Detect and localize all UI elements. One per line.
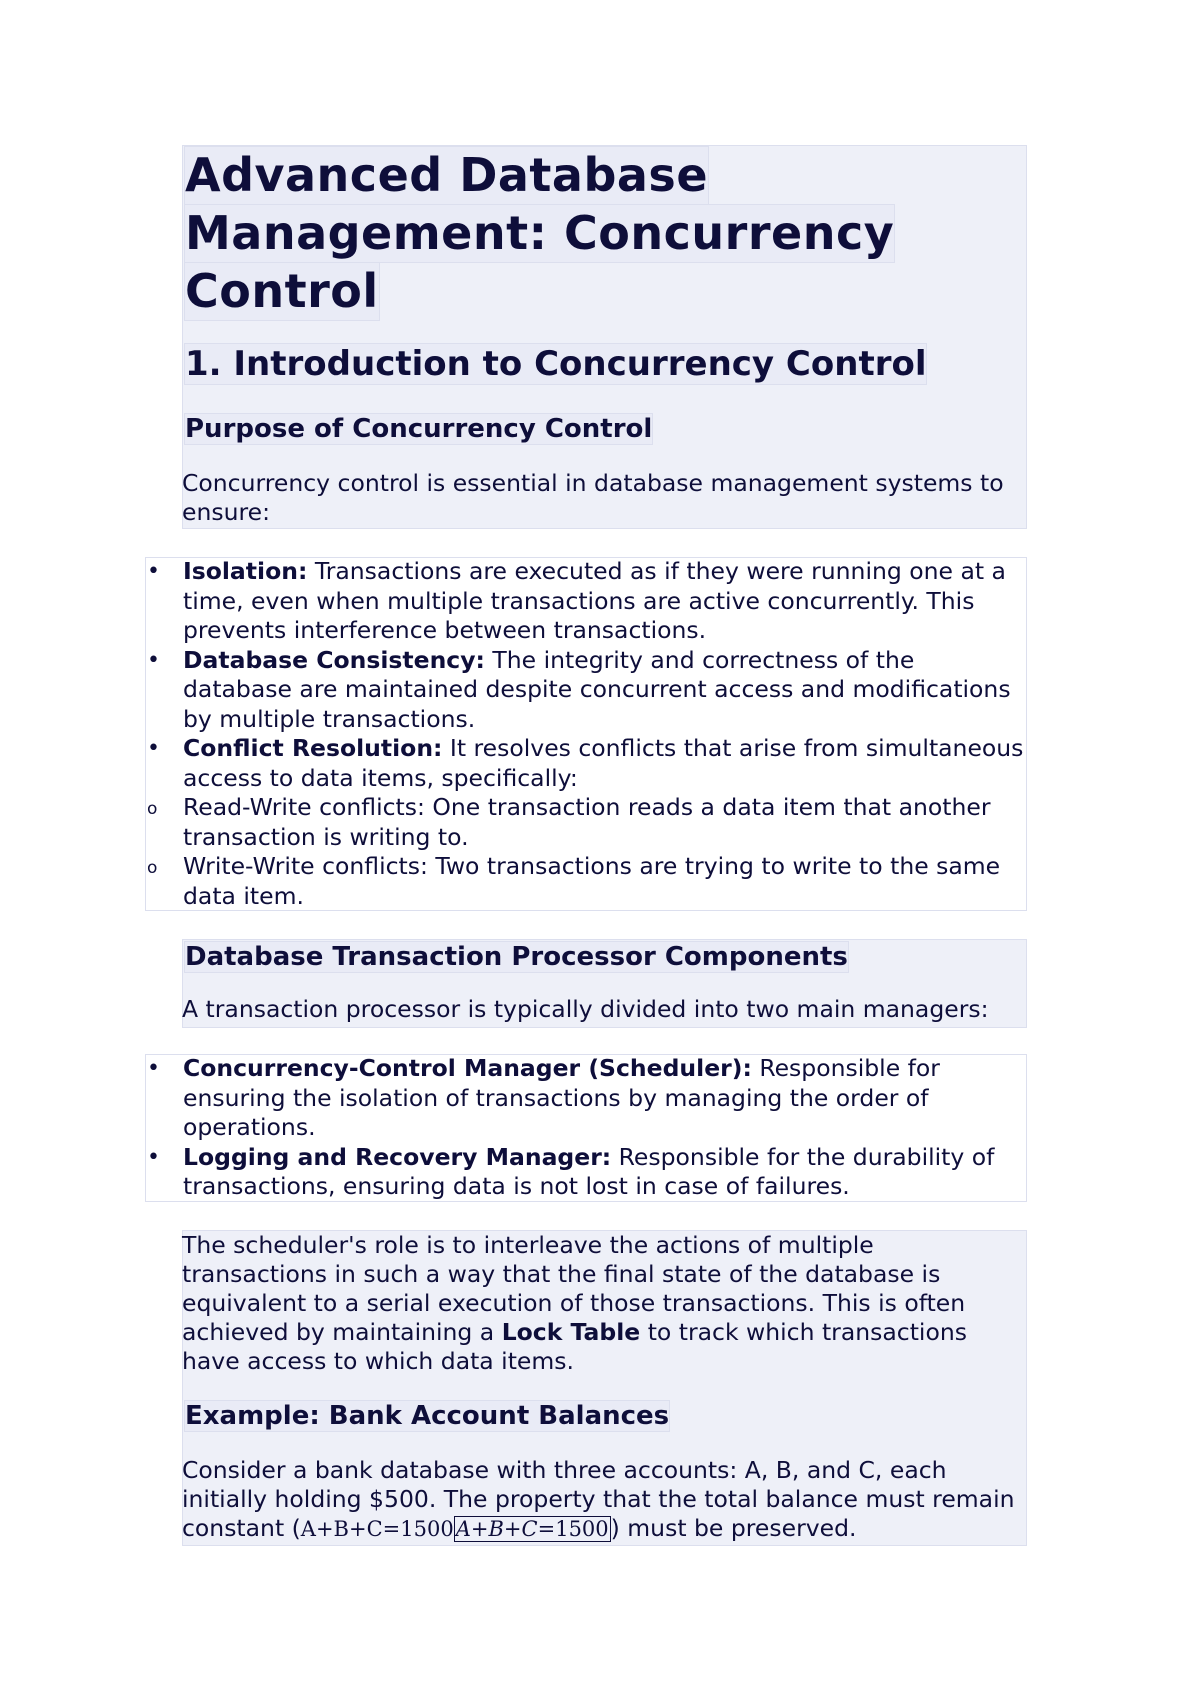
list-item: • Logging and Recovery Manager: Responsible for the durability of transactions, ensuring data is not lost in case of failures. (147, 1142, 995, 1200)
purpose-heading: Purpose of Concurrency Control (185, 414, 653, 444)
list-item: • Database Consistency: The integrity and correctness of the database are maintained despite concurrent access and modifications by multiple transactions. (147, 645, 1011, 733)
list-item: • Isolation: Transactions are executed as if they were running one at a time, even when multiple transactions are active concurrently. This prevents interference between transactions. (147, 557, 1006, 644)
document-title (184, 146, 895, 320)
example-paragraph: Consider a bank database with three accounts: A, B, and C, each initially holding $500. The property that the total balance must remain constant (A+B+C=1500A+B+C=1500) must be preserved. (182, 1456, 1015, 1542)
purpose-list (145, 557, 1027, 911)
math-plain: A+B+C=1500 (300, 1517, 454, 1541)
title-line-2: Management: Concurrency (184, 204, 895, 263)
bullet-icon: • (147, 1144, 160, 1170)
processor-list (145, 1054, 1027, 1202)
title-line-3: Control (184, 262, 380, 321)
section-heading: 1. Introduction to Concurrency Control (185, 344, 927, 384)
example-heading: Example: Bank Account Balances (185, 1401, 670, 1431)
bullet-icon: • (147, 559, 160, 584)
purpose-intro: Concurrency control is essential in database management systems to ensure: (182, 469, 1004, 526)
circle-bullet-icon: o (147, 799, 158, 819)
list-item: • Conflict Resolution: It resolves conflicts that arise from simultaneous access to data items, specifically: (147, 734, 1024, 792)
scheduler-paragraph: The scheduler's role is to interleave the actions of multiple transactions in such a way that the final state of the database is equivalent to a serial execution of those transactions. This is often achieved by maintaining a Lock Table to track which transactions have access to which data items. (182, 1231, 967, 1375)
list-item: • Concurrency-Control Manager (Scheduler): Responsible for ensuring the isolation of transactions by managing the order of operations. (147, 1054, 940, 1141)
bullet-icon: • (147, 647, 160, 673)
processor-intro: A transaction processor is typically divided into two main managers: (182, 995, 989, 1023)
lock-table-term: Lock Table (501, 1318, 641, 1346)
list-item: o Read-Write conflicts: One transaction reads a data item that another transaction is writing to. (147, 793, 991, 851)
processor-heading: Database Transaction Processor Components (185, 942, 848, 972)
list-item: o Write-Write conflicts: Two transactions are trying to write to the same data item. (147, 852, 1001, 910)
circle-bullet-icon: o (147, 858, 158, 878)
bullet-icon: • (147, 736, 160, 761)
math-formula: A+B+C=1500 (455, 1517, 609, 1541)
title-line-1: Advanced Database (184, 146, 709, 205)
bullet-icon: • (147, 1056, 160, 1081)
